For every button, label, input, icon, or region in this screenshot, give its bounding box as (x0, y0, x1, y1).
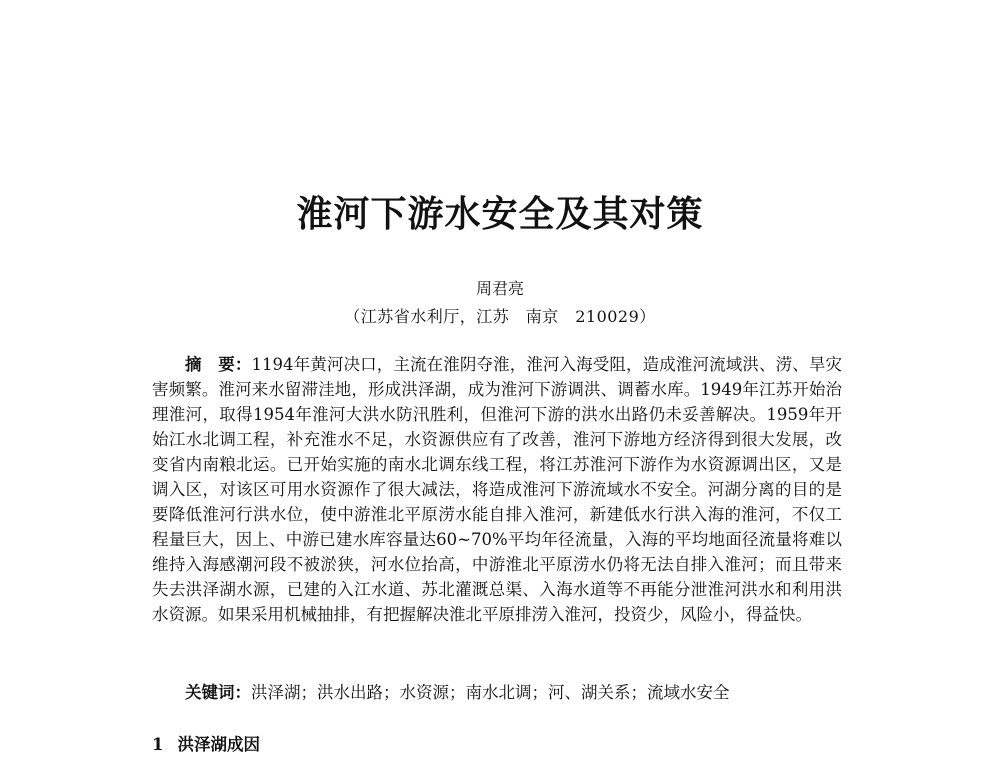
abstract-label: 摘 要： (185, 355, 252, 374)
abstract (152, 352, 842, 627)
author-affiliation: （江苏省水利厅，江苏 南京 210029） (344, 307, 656, 326)
section-title: 洪泽湖成因 (177, 735, 260, 754)
section-number: 1 (152, 735, 164, 754)
keywords-text: 洪泽湖；洪水出路；水资源；南水北调；河、湖关系；流域水安全 (251, 683, 730, 702)
paper-title: 淮河下游水安全及其对策 (296, 193, 704, 235)
author-name: 周君亮 (475, 279, 524, 298)
keywords (152, 680, 842, 705)
abstract-text: 1194年黄河决口，主流在淮阴夺淮，淮河入海受阻，造成淮河流域洪、涝、旱灾害频繁。淮河来水留滞洼地，形成洪泽湖，成为淮河下游调洪、调蓄水库。1949年江苏开始治理淮河，取得1954年淮河大洪水防汛胜利，但淮河下游的洪水出路仍未妥善解决。1959年开始江水北调工程，补充淮水不足，水资源供应有了改善，淮河下游地方经济得到很大发展，改变省内南粮北运。已开始实施的南水北调东线工程，将江苏淮河下游作为水资源调出区，又是调入区，对该区可用水资源作了很大减法，将造成淮河下游流域水不安全。河湖分离的目的是要降低淮河行洪水位，使中游淮北平原涝水能自排入淮河，新建低水行洪入海的淮河，不仅工程量巨大，因上、中游已建水库容量达60~70%平均年径流量，入海的平均地面径流量将难以维持入海感潮河段不被淤狭，河水位抬高，中游淮北平原涝水仍将无法自排入淮河；而且带来失去洪泽湖水源，已建的入江水道、苏北灌溉总渠、入海水道等不再能分泄淮河洪水和利用洪水资源。如果采用机械抽排，有把握解决淮北平原排涝入淮河，投资少，风险小，得益快。 (152, 355, 843, 624)
section-heading (152, 734, 260, 756)
keywords-label: 关键词： (185, 683, 251, 702)
